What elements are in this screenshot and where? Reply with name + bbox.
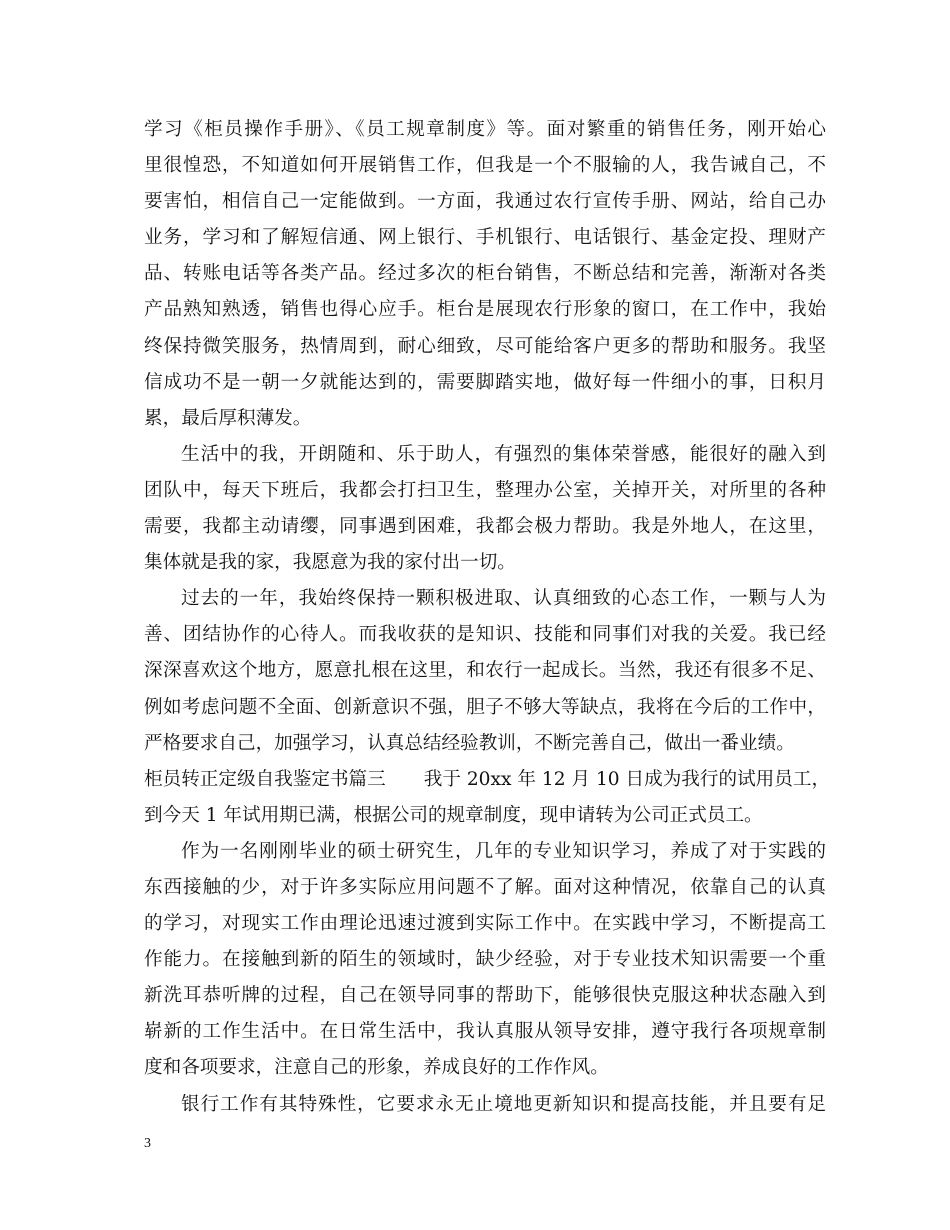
text-line: 到今天 1 年试用期已满，根据公司的规章制度，现申请转为公司正式员工。 (144, 804, 763, 826)
text-line: 新洗耳恭听牌的过程，自己在领导同事的帮助下，能够很快克服这种状态融入到 (144, 985, 826, 1007)
text-line: 终保持微笑服务，热情周到，耐心细致，尽可能给客户更多的帮助和服务。我坚 (144, 335, 826, 357)
text-line: 东西接触的少，对于许多实际应用问题不了解。面对这种情况，依靠自己的认真 (144, 876, 826, 898)
paragraph-first-line: 过去的一年，我始终保持一颗积极进取、认真细致的心态工作，一颗与人为 (181, 588, 826, 610)
text-line: 例如考虑问题不全面、创新意识不强，胆子不够大等缺点，我将在今后的工作中， (144, 696, 826, 718)
text-line: 里很惶恐，不知道如何开展销售工作，但我是一个不服输的人，我告诫自己，不 (144, 155, 826, 177)
text-line: 信成功不是一朝一夕就能达到的，需要脚踏实地，做好每一件细小的事，日积月 (144, 371, 826, 393)
text-line: 集体就是我的家，我愿意为我的家付出一切。 (144, 552, 516, 574)
text-line: 作能力。在接触到新的陌生的领域时，缺少经验，对于专业技术知识需要一个重 (144, 949, 826, 971)
text-line: 要害怕，相信自己一定能做到。一方面，我通过农行宣传手册、网站，给自己办 (144, 191, 826, 213)
text-line: 的学习，对现实工作由理论迅速过渡到实际工作中。在实践中学习，不断提高工 (144, 913, 826, 935)
text-line: 崭新的工作生活中。在日常生活中，我认真服从领导安排，遵守我行各项规章制 (144, 1021, 826, 1043)
paragraph-first-line: 银行工作有其特殊性，它要求永无止境地更新知识和提高技能，并且要有足 (181, 1093, 826, 1115)
paragraph-first-line: 作为一名刚刚毕业的硕士研究生，几年的专业知识学习，养成了对于实践的 (181, 840, 826, 862)
text-line: 严格要求自己，加强学习，认真总结经验教训，不断完善自己，做出一番业绩。 (144, 732, 795, 754)
section-heading: 柜员转正定级自我鉴定书篇三 (144, 768, 386, 790)
section-intro: 我于 20xx 年 12 月 10 日成为我行的试用员工， (423, 768, 831, 790)
document-body (144, 112, 831, 1123)
text-line: 累，最后厚积薄发。 (144, 407, 312, 429)
text-line: 深深喜欢这个地方，愿意扎根在这里，和农行一起成长。当然，我还有很多不足、 (144, 660, 826, 682)
text-line: 品、转账电话等各类产品。经过多次的柜台销售，不断总结和完善，渐渐对各类 (144, 263, 826, 285)
page-number: 3 (144, 1136, 151, 1151)
section-heading-line (144, 762, 831, 798)
text-line: 善、团结协作的心待人。而我收获的是知识、技能和同事们对我的关爱。我已经 (144, 624, 826, 646)
text-line: 学习《柜员操作手册》、《员工规章制度》等。面对繁重的销售任务，刚开始心 (144, 119, 826, 140)
text-line: 业务，学习和了解短信通、网上银行、手机银行、电话银行、基金定投、理财产 (144, 227, 826, 249)
paragraph-first-line: 生活中的我，开朗随和、乐于助人，有强烈的集体荣誉感，能很好的融入到 (181, 443, 826, 465)
text-line: 产品熟知熟透，销售也得心应手。柜台是展现农行形象的窗口，在工作中，我始 (144, 299, 826, 321)
text-line: 团队中，每天下班后，我都会打扫卫生，整理办公室，关掉开关，对所里的各种 (144, 479, 826, 501)
text-line: 度和各项要求，注意自己的形象，养成良好的工作作风。 (144, 1057, 609, 1079)
text-line: 需要，我都主动请缨，同事遇到困难，我都会极力帮助。我是外地人，在这里， (144, 516, 826, 538)
